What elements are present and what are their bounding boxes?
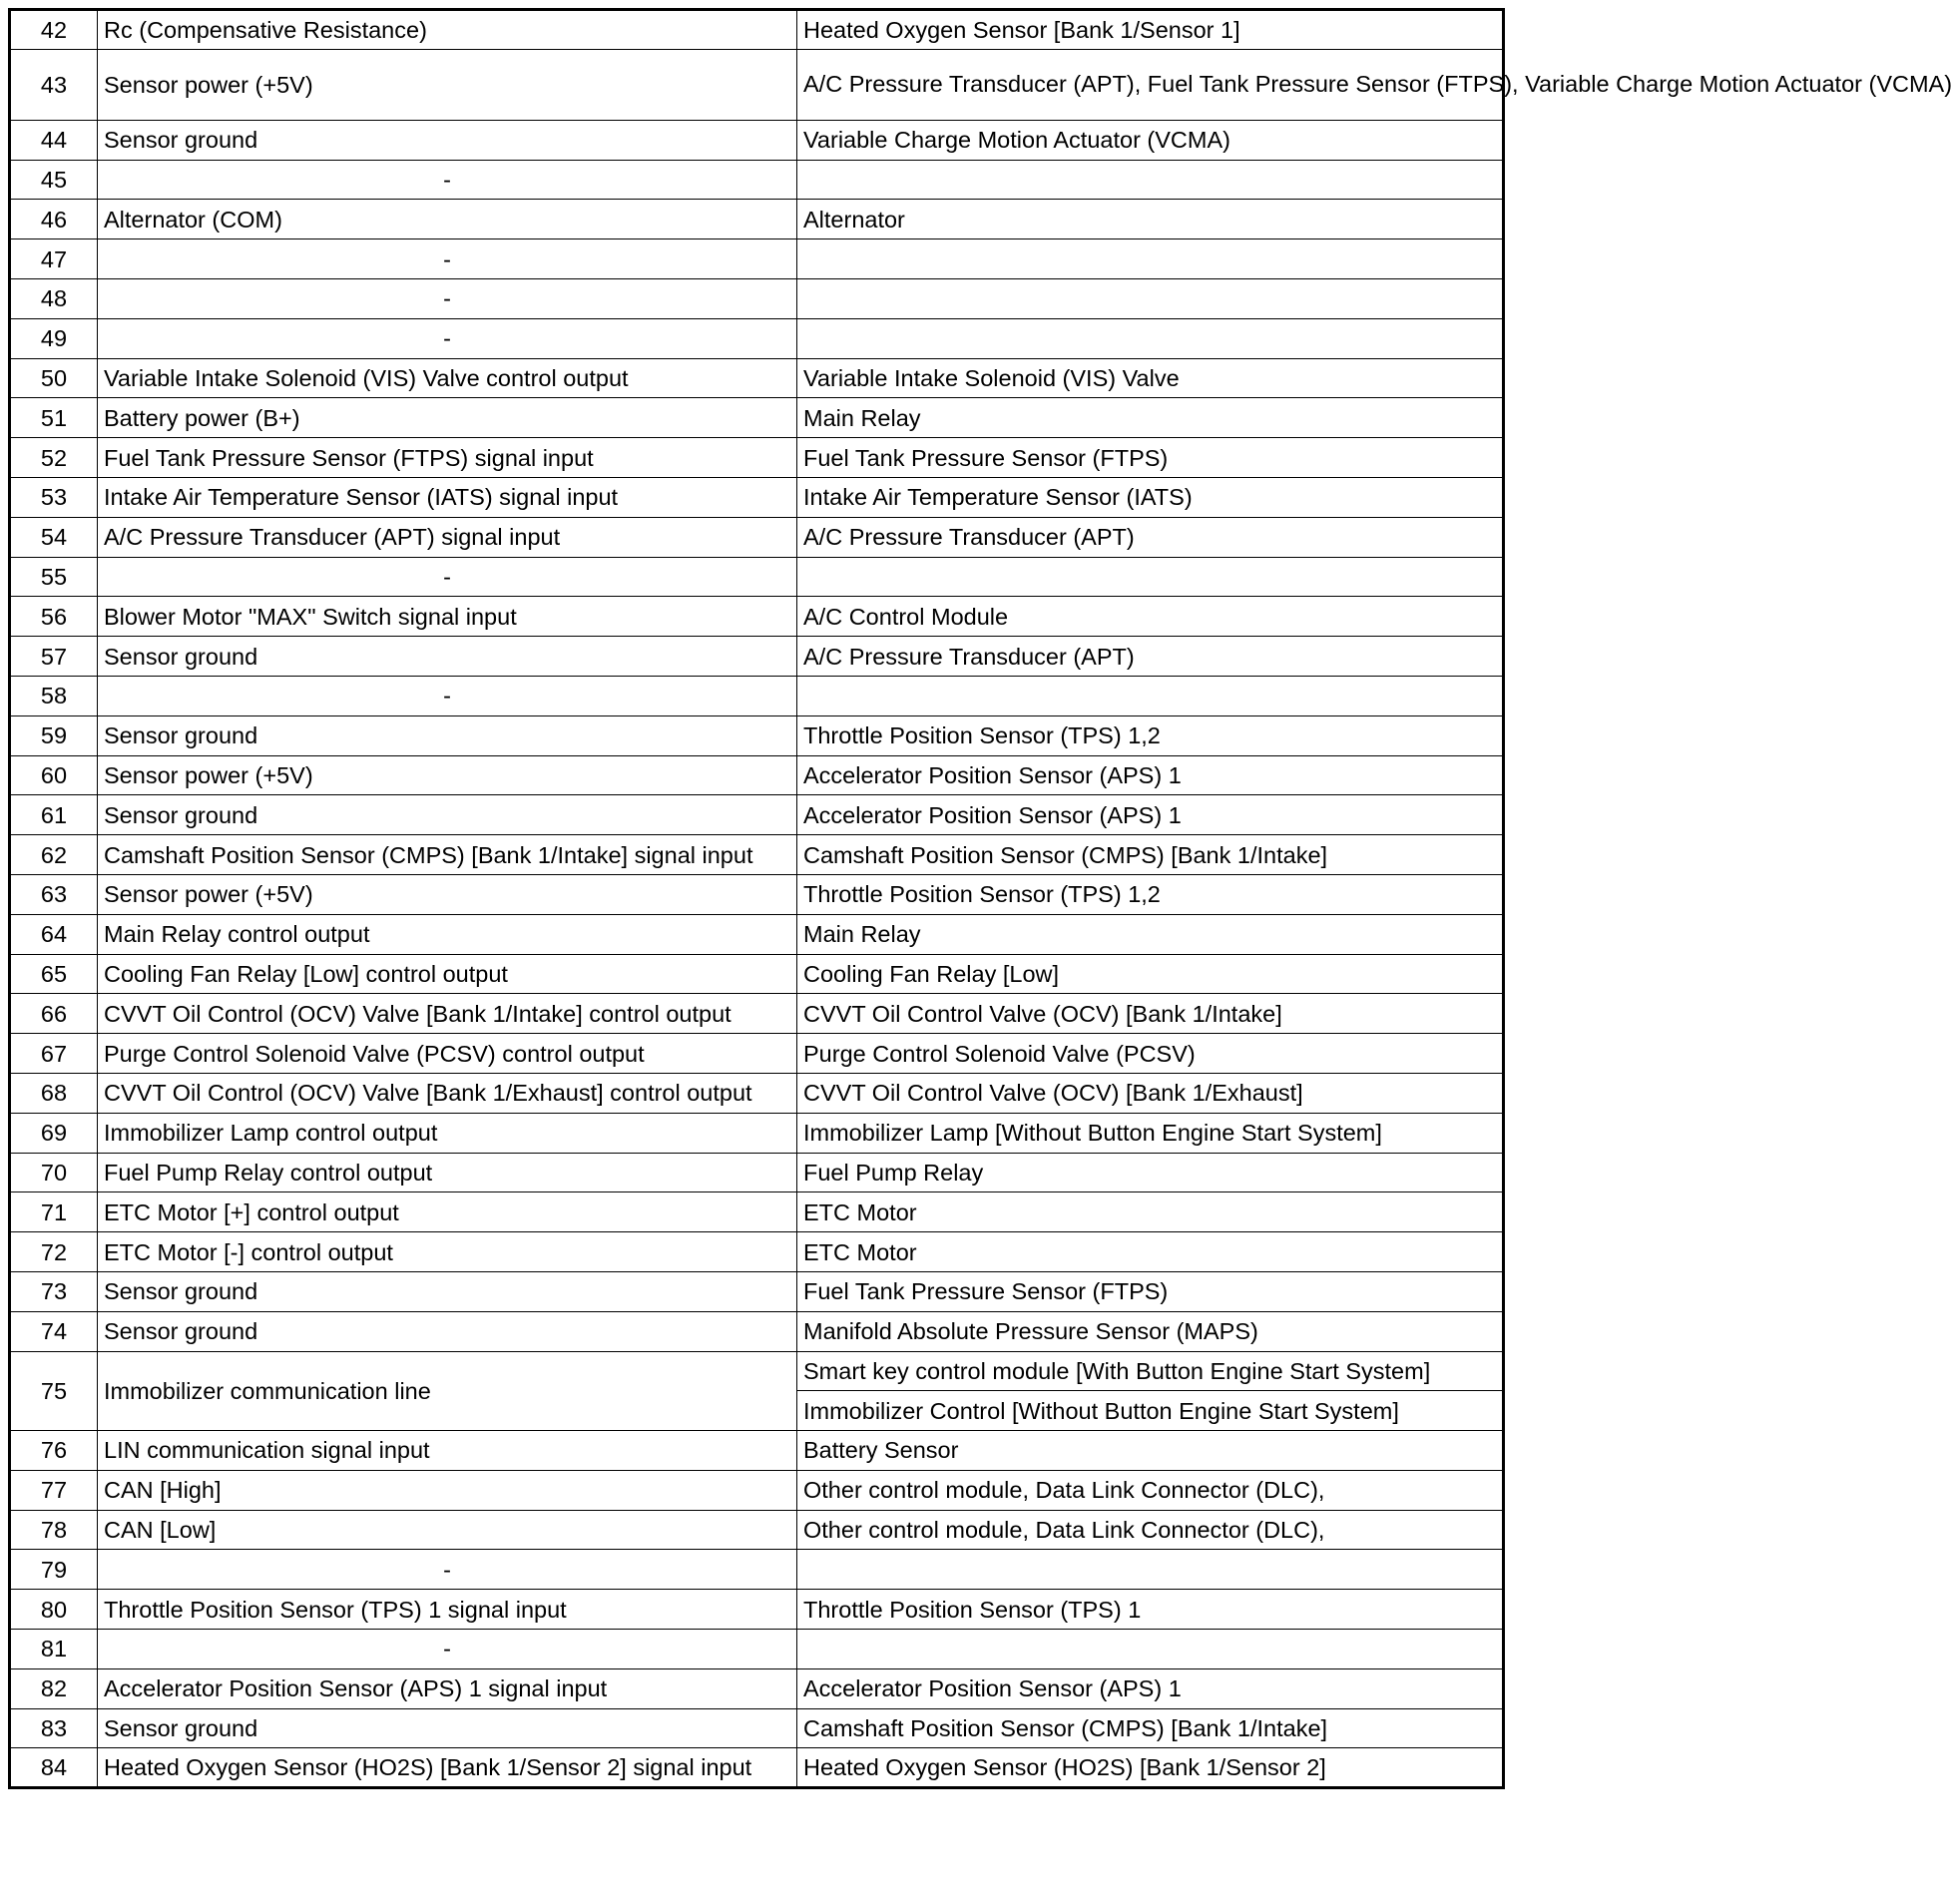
pin-number: 72 [10,1232,98,1272]
pin-number: 69 [10,1113,98,1153]
connected-component: Immobilizer Lamp [Without Button Engine Start System] [797,1113,1504,1153]
table-row [10,557,1504,597]
table-row [10,10,1504,50]
pin-number: 82 [10,1668,98,1708]
connected-component: CVVT Oil Control Valve (OCV) [Bank 1/Exhaust] [797,1073,1504,1113]
table-row [10,914,1504,954]
table-row [10,1510,1504,1550]
table-row [10,200,1504,239]
table-row [10,278,1504,318]
connected-component: Other control module, Data Link Connector (DLC), [797,1510,1504,1550]
pin-table [8,8,1952,1789]
table-row [10,755,1504,795]
table-row [10,358,1504,398]
connected-component: Fuel Tank Pressure Sensor (FTPS) [797,1271,1504,1311]
table-row [10,1153,1504,1192]
pin-description: Main Relay control output [98,914,797,954]
table-row [10,1470,1504,1510]
pin-number: 60 [10,755,98,795]
pin-number: 54 [10,517,98,557]
pin-number: 71 [10,1192,98,1232]
connected-component: Camshaft Position Sensor (CMPS) [Bank 1/Intake] [797,1708,1504,1748]
connected-component: Accelerator Position Sensor (APS) 1 [797,755,1504,795]
pin-description: LIN communication signal input [98,1431,797,1471]
connected-component [797,318,1504,358]
table-row [10,1708,1504,1748]
table-row [10,1073,1504,1113]
pin-number: 61 [10,795,98,835]
connected-component: Immobilizer Control [Without Button Engine Start System] [797,1391,1504,1431]
table-row [10,1431,1504,1471]
connected-component: Other control module, Data Link Connector (DLC), [797,1470,1504,1510]
pin-number: 62 [10,835,98,875]
pin-description: Fuel Pump Relay control output [98,1153,797,1192]
table-row [10,239,1504,279]
pin-description: A/C Pressure Transducer (APT) signal input [98,517,797,557]
pin-description: Alternator (COM) [98,200,797,239]
pin-number: 47 [10,239,98,279]
pin-number: 48 [10,278,98,318]
pin-number: 52 [10,438,98,478]
pin-number: 77 [10,1470,98,1510]
pin-description: - [98,318,797,358]
pin-number: 45 [10,160,98,200]
pin-description: Cooling Fan Relay [Low] control output [98,954,797,994]
connected-component: ETC Motor [797,1192,1504,1232]
pin-number: 49 [10,318,98,358]
pin-table-body [10,10,1952,1788]
connected-component: Accelerator Position Sensor (APS) 1 [797,795,1504,835]
pin-description: Purge Control Solenoid Valve (PCSV) control output [98,1034,797,1074]
pin-number: 51 [10,398,98,438]
pin-description: CAN [Low] [98,1510,797,1550]
pin-description: CVVT Oil Control (OCV) Valve [Bank 1/Intake] control output [98,994,797,1034]
connected-component: CVVT Oil Control Valve (OCV) [Bank 1/Intake] [797,994,1504,1034]
pin-description: Immobilizer Lamp control output [98,1113,797,1153]
connected-component: Fuel Pump Relay [797,1153,1504,1192]
table-row [10,1590,1504,1630]
table-row [10,1113,1504,1153]
table-row [10,597,1504,637]
connected-component: Heated Oxygen Sensor [Bank 1/Sensor 1] [797,10,1504,50]
connected-component: Manifold Absolute Pressure Sensor (MAPS) [797,1311,1504,1351]
pin-description: Sensor ground [98,120,797,160]
table-row [10,1630,1504,1669]
pin-description: Variable Intake Solenoid (VIS) Valve control output [98,358,797,398]
pin-number: 83 [10,1708,98,1748]
table-row [10,874,1504,914]
table-row [10,715,1504,755]
pin-number: 42 [10,10,98,50]
table-row [10,954,1504,994]
connected-component: Smart key control module [With Button Engine Start System] [797,1351,1504,1391]
table-row [10,1232,1504,1272]
pin-number: 64 [10,914,98,954]
connected-component: Throttle Position Sensor (TPS) 1 [797,1590,1504,1630]
connected-component: Battery Sensor [797,1431,1504,1471]
pin-description: Blower Motor "MAX" Switch signal input [98,597,797,637]
pin-number: 53 [10,477,98,517]
pin-number: 75 [10,1351,98,1431]
table-row [10,160,1504,200]
table-row [10,1311,1504,1351]
pin-number: 55 [10,557,98,597]
connected-component [797,278,1504,318]
connected-component: Fuel Tank Pressure Sensor (FTPS) [797,438,1504,478]
connected-component: Cooling Fan Relay [Low] [797,954,1504,994]
table-row [10,438,1504,478]
pin-description: - [98,160,797,200]
pin-number: 74 [10,1311,98,1351]
pin-description: Sensor power (+5V) [98,755,797,795]
connected-component: Variable Charge Motion Actuator (VCMA) [797,120,1504,160]
pin-description: ETC Motor [-] control output [98,1232,797,1272]
pin-number: 57 [10,637,98,677]
connected-component [797,1630,1504,1669]
table-row [10,994,1504,1034]
pin-description: Throttle Position Sensor (TPS) 1 signal input [98,1590,797,1630]
connected-component: A/C Pressure Transducer (APT), Fuel Tank Pressure Sensor (FTPS), Variable Charge Motion Actuator (VCMA) [797,49,1504,120]
pin-description: Rc (Compensative Resistance) [98,10,797,50]
pin-number: 58 [10,676,98,715]
pin-description: Camshaft Position Sensor (CMPS) [Bank 1/Intake] signal input [98,835,797,875]
table-row [10,1748,1504,1788]
pin-description: Accelerator Position Sensor (APS) 1 signal input [98,1668,797,1708]
connected-component: A/C Pressure Transducer (APT) [797,637,1504,677]
pin-description: Intake Air Temperature Sensor (IATS) signal input [98,477,797,517]
pin-number: 67 [10,1034,98,1074]
pin-description: Immobilizer communication line [98,1351,797,1431]
table-row [10,477,1504,517]
connected-component: Throttle Position Sensor (TPS) 1,2 [797,874,1504,914]
table-row [10,318,1504,358]
connected-component [797,676,1504,715]
connected-component [797,1550,1504,1590]
pin-number: 44 [10,120,98,160]
table-row [10,517,1504,557]
table-row [10,120,1504,160]
connected-component: Heated Oxygen Sensor (HO2S) [Bank 1/Sensor 2] [797,1748,1504,1788]
table-row [10,1668,1504,1708]
table-row [10,676,1504,715]
pin-number: 70 [10,1153,98,1192]
pin-description: Fuel Tank Pressure Sensor (FTPS) signal input [98,438,797,478]
pin-description: - [98,676,797,715]
connected-component: Main Relay [797,398,1504,438]
pin-description: Sensor ground [98,715,797,755]
pin-number: 66 [10,994,98,1034]
connected-component: A/C Control Module [797,597,1504,637]
pin-description: Sensor ground [98,1271,797,1311]
connected-component: Camshaft Position Sensor (CMPS) [Bank 1/Intake] [797,835,1504,875]
pin-description: CVVT Oil Control (OCV) Valve [Bank 1/Exhaust] control output [98,1073,797,1113]
connected-component: Throttle Position Sensor (TPS) 1,2 [797,715,1504,755]
connected-component: Main Relay [797,914,1504,954]
connected-component [797,160,1504,200]
connected-component: Alternator [797,200,1504,239]
pin-description: Sensor ground [98,1311,797,1351]
pin-description: Sensor ground [98,637,797,677]
pin-table-sheet [8,8,1952,1789]
connected-component: ETC Motor [797,1232,1504,1272]
pin-description: Sensor power (+5V) [98,874,797,914]
table-row [10,835,1504,875]
pin-number: 43 [10,49,98,120]
pin-description: Sensor ground [98,795,797,835]
pin-description: CAN [High] [98,1470,797,1510]
pin-number: 63 [10,874,98,914]
table-row [10,49,1504,120]
pin-number: 65 [10,954,98,994]
table-row [10,1271,1504,1311]
pin-number: 73 [10,1271,98,1311]
pin-number: 79 [10,1550,98,1590]
connected-component: Variable Intake Solenoid (VIS) Valve [797,358,1504,398]
pin-description: Battery power (B+) [98,398,797,438]
pin-description: ETC Motor [+] control output [98,1192,797,1232]
connected-component: A/C Pressure Transducer (APT) [797,517,1504,557]
pin-number: 59 [10,715,98,755]
pin-number: 68 [10,1073,98,1113]
connected-component [797,557,1504,597]
pin-number: 46 [10,200,98,239]
pin-description: Sensor power (+5V) [98,49,797,120]
pin-number: 84 [10,1748,98,1788]
pin-number: 81 [10,1630,98,1669]
pin-description: - [98,239,797,279]
pin-description: Sensor ground [98,1708,797,1748]
connected-component: Purge Control Solenoid Valve (PCSV) [797,1034,1504,1074]
table-row [10,637,1504,677]
pin-number: 80 [10,1590,98,1630]
pin-description: - [98,1630,797,1669]
connected-component: Accelerator Position Sensor (APS) 1 [797,1668,1504,1708]
connected-component: Intake Air Temperature Sensor (IATS) [797,477,1504,517]
connected-component [797,239,1504,279]
pin-description: Heated Oxygen Sensor (HO2S) [Bank 1/Sensor 2] signal input [98,1748,797,1788]
pin-number: 50 [10,358,98,398]
pin-number: 56 [10,597,98,637]
pin-number: 78 [10,1510,98,1550]
table-row [10,1034,1504,1074]
pin-description: - [98,278,797,318]
pin-description: - [98,1550,797,1590]
table-row [10,1550,1504,1590]
table-row [10,1351,1504,1391]
table-row [10,398,1504,438]
table-row [10,795,1504,835]
pin-description: - [98,557,797,597]
table-row [10,1192,1504,1232]
pin-number: 76 [10,1431,98,1471]
